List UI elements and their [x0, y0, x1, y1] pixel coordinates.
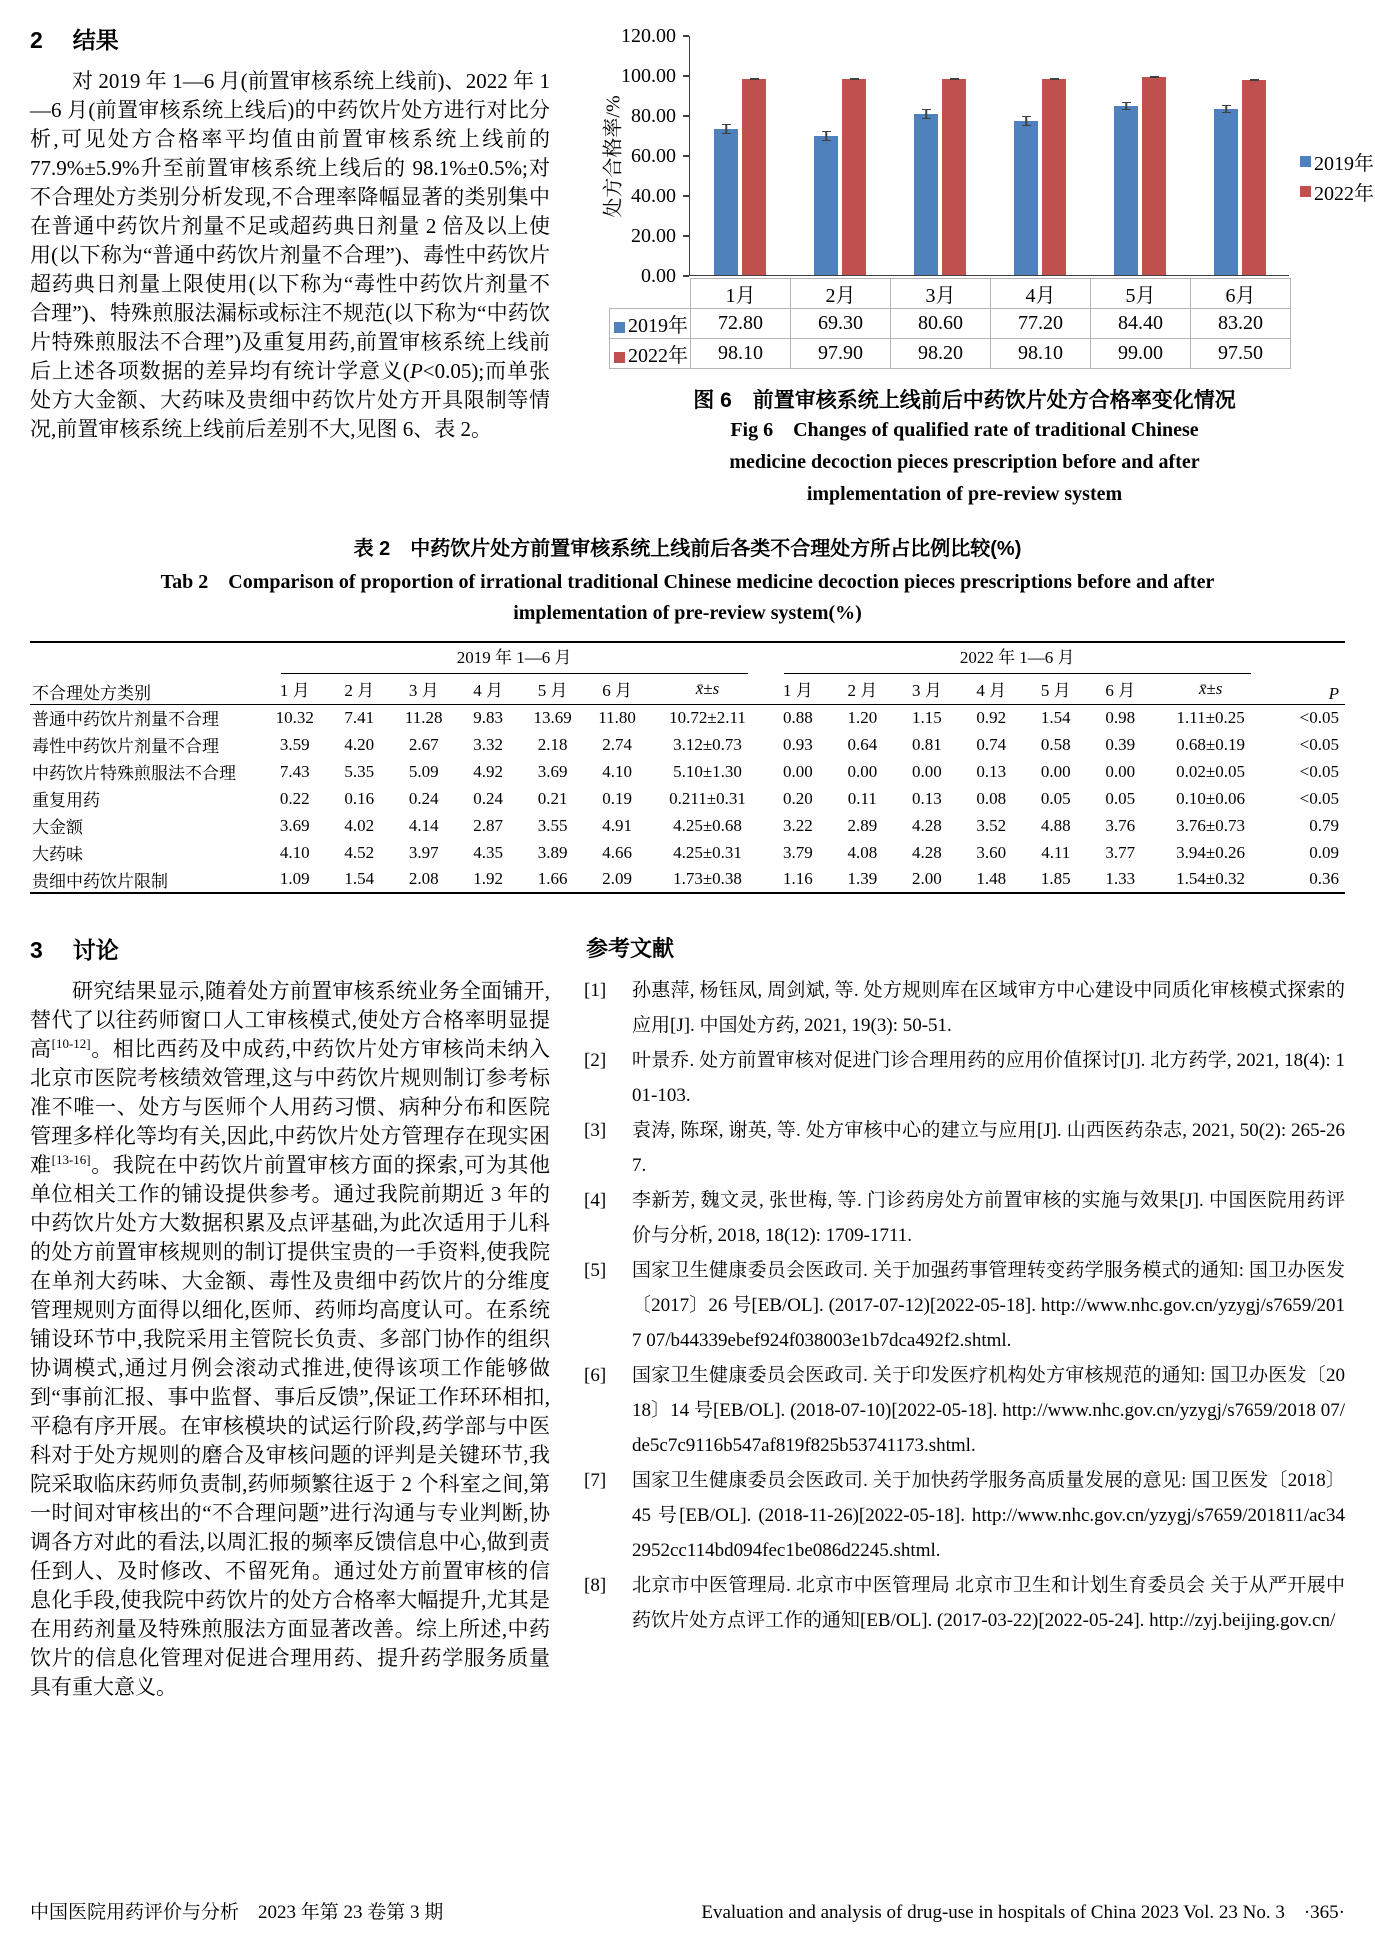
table2-row — [30, 866, 1345, 893]
figure6-month-header: 3月 — [891, 279, 991, 309]
table2-row — [30, 839, 1345, 866]
figure6-month-header: 6月 — [1191, 279, 1291, 309]
table2-month-header: 4 月 — [456, 674, 520, 704]
table2-value-cell: 13.69 — [533, 707, 572, 727]
legend-item — [1300, 176, 1374, 206]
reference-item — [584, 1358, 1345, 1463]
y-tick-label: 100.00 — [621, 65, 676, 87]
page-footer — [30, 1897, 1345, 1924]
table2-value-cell: 4.92 — [473, 761, 504, 781]
table2-group-header — [263, 642, 766, 674]
table2-p-cell: <0.05 — [1299, 734, 1339, 754]
legend-item — [1300, 146, 1374, 176]
figure-column — [584, 18, 1374, 510]
reference-item — [584, 1568, 1345, 1638]
table2-value-cell: 4.91 — [602, 815, 632, 835]
legend-label: 2019年 — [1314, 152, 1374, 175]
figure6-value-cell: 77.20 — [991, 309, 1091, 339]
table2-section — [30, 532, 1345, 894]
table2-value-cell: 0.05 — [1105, 788, 1136, 808]
legend-label: 2022年 — [1314, 182, 1374, 205]
legend-swatch-icon — [614, 322, 625, 333]
footer-journal-cn: 中国医院用药评价与分析 2023 年第 23 卷第 3 期 — [30, 1902, 444, 1923]
table2-value-cell: 0.13 — [976, 761, 1007, 781]
table2-value-cell: 0.24 — [473, 788, 504, 808]
references-heading: 参考文献 — [586, 936, 675, 961]
table2-p-cell: 0.79 — [1309, 815, 1339, 835]
error-bar — [850, 78, 859, 80]
table2-value-cell: 4.52 — [344, 842, 375, 862]
table2-value-cell: 0.58 — [1040, 734, 1071, 754]
table2-value-cell: 2.00 — [911, 869, 942, 888]
table2-mean-header: x̄±s — [1152, 674, 1268, 704]
table2-value-cell: 2.74 — [602, 734, 632, 754]
table2-value-cell: 3.97 — [408, 842, 439, 862]
table2-value-cell: 7.43 — [279, 761, 310, 781]
table2-value-cell: 4.10 — [602, 761, 632, 781]
table2-p-cell: 0.36 — [1309, 869, 1339, 888]
table2-row — [30, 731, 1345, 758]
table2-value-cell: 3.69 — [279, 815, 310, 835]
reference-item — [584, 1253, 1345, 1358]
references-column — [584, 928, 1345, 1702]
table2-value-cell: 0.20 — [783, 788, 813, 808]
error-bar — [722, 124, 731, 134]
bar-2019年-3月 — [914, 114, 938, 275]
table2-category-cell: 普通中药饮片剂量不合理 — [32, 710, 219, 730]
bottom-section — [30, 928, 1345, 1702]
table2-mean-cell: 0.02±0.05 — [1176, 761, 1246, 781]
error-bar — [750, 78, 759, 80]
figure6-series-label: 2019年 — [610, 309, 691, 339]
bar-2019年-6月 — [1214, 109, 1238, 275]
table2-category-cell: 大药味 — [32, 845, 83, 864]
discussion-column — [30, 928, 550, 1702]
table2-category-cell: 贵细中药饮片限制 — [32, 871, 168, 891]
figure6-plot — [689, 36, 1289, 276]
table2-p-cell: <0.05 — [1299, 788, 1339, 808]
table2-row — [30, 785, 1345, 812]
table2-mean-cell: 0.68±0.19 — [1176, 734, 1246, 754]
table2-value-cell: 4.02 — [344, 815, 375, 835]
table2-mean-cell: 1.11±0.25 — [1176, 707, 1245, 727]
results-heading-number: 2 — [30, 27, 43, 53]
table2-value-cell: 5.35 — [344, 761, 375, 781]
table2-value-cell: 3.60 — [976, 842, 1007, 862]
table2-title-en-line1: Tab 2 Comparison of proportion of irrational traditional Chinese medicine decoction pieces prescriptions before and after — [160, 571, 1215, 593]
figure6-series-label: 2022年 — [610, 339, 691, 369]
table2-month-header: 6 月 — [585, 674, 649, 704]
figure6-series-row — [610, 309, 1291, 339]
figure6-value-cell: 72.80 — [691, 309, 791, 339]
discussion-heading-title: 讨论 — [72, 937, 119, 963]
results-paragraph: 对 2019 年 1—6 月(前置审核系统上线前)、2022 年 1—6 月(前置审核系统上线后)的中药饮片处方进行对比分析,可见处方合格率平均值由前置审核系统上线前的 77.9%±5.9%升至前置审核系统上线后的 98.1%±0.5%;对不合理处方类别分析发现,不合理率降幅显著的类别集中在普通中药饮片剂量不足或超药典日剂量 2 倍及以上使用(以下称为“普通中药饮片剂量不合理”)、毒性中药饮片超药典日剂量上限使用(以下称为“毒性中药饮片剂量不合理”)、特殊煎服法漏标或标注不规范(以下称为“中药饮片特殊煎服法不合理”)及重复用药,前置审核系统上线前后上述各项数据的差异均有统计学意义(P<0.05);而单张处方大金额、大药味及贵细中药饮片处方开具限制等情况,前置审核系统上线前后差别不大,见图 6、表 2。 — [30, 69, 550, 441]
table2-title-cn: 表 2 中药饮片处方前置审核系统上线前后各类不合理处方所占比例比较(%) — [353, 538, 1022, 560]
figure6-value-cell: 98.10 — [991, 339, 1091, 369]
figure6-caption-en-line2: medicine decoction pieces prescription before and after — [729, 451, 1200, 473]
table2-category-cell: 毒性中药饮片剂量不合理 — [32, 737, 219, 756]
reference-number: [2] — [584, 1050, 607, 1071]
table2-mean-cell: 10.72±2.11 — [669, 707, 746, 727]
table2-value-cell: 3.32 — [473, 734, 504, 754]
table2-category-cell: 中药饮片特殊煎服法不合理 — [32, 764, 236, 783]
error-bar — [1050, 78, 1059, 80]
table2-title-en-line2: implementation of pre-review system(%) — [513, 602, 862, 624]
bar-2022年-2月 — [842, 79, 866, 275]
error-bar — [822, 131, 831, 141]
table2-month-header: 3 月 — [391, 674, 455, 704]
error-bar — [1222, 105, 1231, 113]
figure6-caption-en-line1: Fig 6 Changes of qualified rate of traditional Chinese — [730, 419, 1199, 441]
reference-text: 叶景乔. 处方前置审核对促进门诊合理用药的应用价值探讨[J]. 北方药学, 2021, 18(4): 101-103. — [632, 1050, 1345, 1106]
table2-mean-cell: 3.94±0.26 — [1176, 842, 1246, 862]
table2-month-header: 1 月 — [263, 674, 327, 704]
table2-value-cell: 2.87 — [473, 815, 504, 835]
table2-value-cell: 1.20 — [847, 707, 878, 727]
discussion-heading-number: 3 — [30, 937, 43, 963]
reference-text: 国家卫生健康委员会医政司. 关于加强药事管理转变药学服务模式的通知: 国卫办医发〔2017〕26 号[EB/OL]. (2017-07-12)[2022-05-18]. http://www.nhc.gov.cn/yzygj/s7659/2017 07/b44339ebef924f038003e1b7dca492f2.shtml. — [632, 1260, 1345, 1351]
table2-value-cell: 0.00 — [783, 761, 813, 781]
reference-number: [7] — [584, 1470, 607, 1491]
figure6-value-cell: 97.50 — [1191, 339, 1291, 369]
table2-body — [30, 704, 1345, 893]
bar-2022年-1月 — [742, 79, 766, 275]
table2-mean-cell: 0.211±0.31 — [669, 788, 746, 808]
figure6-caption-cn: 图 6 前置审核系统上线前后中药饮片处方合格率变化情况 — [693, 389, 1236, 412]
table2-value-cell: 2.08 — [408, 869, 439, 888]
table2-value-cell: 0.39 — [1105, 734, 1136, 754]
legend-swatch-icon — [1300, 156, 1311, 167]
reference-number: [3] — [584, 1120, 607, 1141]
table2-value-cell: 0.93 — [783, 734, 813, 754]
reference-text: 国家卫生健康委员会医政司. 关于加快药学服务高质量发展的意见: 国卫医发〔2018〕45 号[EB/OL]. (2018-11-26)[2022-05-18]. http://www.nhc.gov.cn/yzygj/s7659/201811/ac342952cc114bd094fec1be086d2245.shtml. — [632, 1470, 1345, 1561]
table2-value-cell: 1.16 — [783, 869, 813, 888]
reference-number: [6] — [584, 1365, 607, 1386]
reference-number: [4] — [584, 1190, 607, 1211]
table2-value-cell: 0.16 — [344, 788, 375, 808]
reference-item — [584, 1463, 1345, 1568]
figure6-value-cell: 98.20 — [891, 339, 991, 369]
table2-value-cell: 11.80 — [598, 707, 636, 727]
table2-mean-cell: 1.73±0.38 — [673, 869, 742, 888]
table2-value-cell: 4.20 — [344, 734, 375, 754]
table2-value-cell: 2.67 — [408, 734, 439, 754]
table2-value-cell: 0.81 — [911, 734, 942, 754]
bar-2019年-4月 — [1014, 121, 1038, 275]
table2-title-en — [30, 567, 1345, 629]
reference-number: [1] — [584, 980, 607, 1001]
figure6-value-cell: 98.10 — [691, 339, 791, 369]
figure6-caption-en-line3: implementation of pre-review system — [806, 483, 1123, 505]
table2-value-cell: 1.33 — [1105, 869, 1136, 888]
figure6-y-axis-label: 处方合格率/% — [602, 95, 625, 218]
table2-mean-cell: 0.10±0.06 — [1176, 788, 1246, 808]
table2-value-cell: 3.22 — [783, 815, 813, 835]
table2-value-cell: 1.54 — [344, 869, 375, 888]
table2-value-cell: 0.08 — [976, 788, 1007, 808]
table2-value-cell: 3.76 — [1105, 815, 1136, 835]
table2-month-header: 3 月 — [895, 674, 959, 704]
figure6-month-header: 1月 — [691, 279, 791, 309]
bar-2019年-5月 — [1114, 106, 1138, 275]
reference-text: 袁涛, 陈琛, 谢英, 等. 处方审核中心的建立与应用[J]. 山西医药杂志, 2021, 50(2): 265-267. — [632, 1120, 1345, 1176]
figure6-value-cell: 80.60 — [891, 309, 991, 339]
y-tick-label: 0.00 — [641, 265, 676, 287]
table2-value-cell: 10.32 — [275, 707, 314, 727]
reference-number: [8] — [584, 1575, 607, 1596]
table2-value-cell: 1.85 — [1040, 869, 1071, 888]
table2-value-cell: 0.05 — [1040, 788, 1071, 808]
table2-value-cell: 3.69 — [537, 761, 568, 781]
table2-category-cell: 大金额 — [32, 818, 83, 837]
legend-swatch-icon — [614, 352, 625, 363]
table2-value-cell: 0.11 — [847, 788, 877, 808]
error-bar — [1150, 76, 1159, 78]
table2-value-cell: 1.48 — [976, 869, 1007, 888]
table2-value-cell: 4.35 — [473, 842, 504, 862]
table2-value-cell: 1.66 — [537, 869, 568, 888]
table2-row — [30, 812, 1345, 839]
references-list — [584, 973, 1345, 1638]
reference-item — [584, 1113, 1345, 1183]
table2-value-cell: 3.52 — [976, 815, 1007, 835]
table2-value-cell: 3.55 — [537, 815, 568, 835]
figure6-value-cell: 83.20 — [1191, 309, 1291, 339]
table2-month-header: 4 月 — [959, 674, 1023, 704]
reference-text: 北京市中医管理局. 北京市中医管理局 北京市卫生和计划生育委员会 关于从严开展中药饮片处方点评工作的通知[EB/OL]. (2017-03-22)[2022-05-24]. http://zyj.beijing.gov.cn/ — [632, 1575, 1345, 1631]
table2-value-cell: 0.98 — [1105, 707, 1136, 727]
table2-value-cell: 0.00 — [1105, 761, 1136, 781]
table2-value-cell: 0.92 — [976, 707, 1007, 727]
table2-value-cell: 9.83 — [473, 707, 504, 727]
table2-value-cell: 11.28 — [404, 707, 443, 727]
y-tick-label: 20.00 — [631, 225, 676, 247]
table2-month-header: 5 月 — [1024, 674, 1088, 704]
bar-2019年-1月 — [714, 129, 738, 275]
table2-value-cell: 4.28 — [911, 815, 942, 835]
table2-month-header: 5 月 — [520, 674, 584, 704]
table2-value-cell: 0.21 — [537, 788, 568, 808]
table2-month-header: 2 月 — [327, 674, 391, 704]
table2-value-cell: 0.19 — [602, 788, 632, 808]
table2-value-cell: 4.10 — [279, 842, 310, 862]
table2-mean-cell: 4.25±0.68 — [673, 815, 742, 835]
table2-value-cell: 3.77 — [1105, 842, 1136, 862]
discussion-paragraph: 研究结果显示,随着处方前置审核系统业务全面铺开,替代了以往药师窗口人工审核模式,使处方合格率明显提高[10-12]。相比西药及中成药,中药饮片处方审核尚未纳入北京市医院考核绩效管理,这与中药饮片规则制订参考标准不唯一、处方与医师个人用药习惯、病种分布和医院管理多样化等均有关,因此,中药饮片处方管理存在现实困难[13-16]。我院在中药饮片前置审核方面的探索,可为其他单位相关工作的铺设提供参考。通过我院前期近 3 年的中药饮片处方大数据积累及点评基础,为此次适用于儿科的处方前置审核规则的制订提供宝贵的一手资料,使我院在单剂大药味、大金额、毒性及贵细中药饮片的分维度管理规则方面得以细化,医师、药师均高度认可。在系统铺设环节中,我院采用主管院长负责、多部门协作的组织协调模式,通过月例会滚动式推进,使得该项工作能够做到“事前汇报、事中监督、事后反馈”,保证工作环环相扣,平稳有序开展。在审核模块的试运行阶段,药学部与中医科对于处方规则的磨合及审核问题的评判是关键环节,我院采取临床药师负责制,药师频繁往返于 2 个科室之间,第一时间对审核出的“不合理问题”进行沟通与专业判断,协调各方对此的看法,以周汇报的频率反馈信息中心,做到责任到人、及时修改、不留死角。通过处方前置审核的信息化手段,使我院中药饮片的处方合格率大幅提升,尤其是在用药剂量及特殊煎服法方面显著改善。综上所述,中药饮片的信息化管理对促进合理用药、提升药学服务质量具有重大意义。 — [30, 979, 551, 1699]
error-bar — [1122, 102, 1131, 110]
error-bar — [1022, 116, 1031, 126]
figure6-value-cell: 97.90 — [791, 339, 891, 369]
table2-value-cell: 3.89 — [537, 842, 568, 862]
table2-category-cell: 重复用药 — [32, 791, 100, 810]
table2-value-cell: 1.09 — [279, 869, 310, 888]
results-heading — [30, 22, 550, 55]
table2-value-cell: 2.09 — [602, 869, 632, 888]
table2-value-cell: 4.66 — [602, 842, 632, 862]
table2-value-cell: 1.92 — [473, 869, 504, 888]
bar-2022年-3月 — [942, 79, 966, 275]
reference-item — [584, 1183, 1345, 1253]
figure6-chart — [584, 24, 1374, 370]
table2-category-header: 不合理处方类别 — [30, 642, 263, 704]
irrational-prescription-table — [30, 641, 1345, 894]
table2-p-header: P — [1269, 642, 1345, 704]
error-bar — [950, 78, 959, 80]
table2-mean-cell: 4.25±0.31 — [673, 842, 742, 862]
table2-p-cell: <0.05 — [1299, 761, 1339, 781]
table2-value-cell: 2.18 — [537, 734, 568, 754]
table2-value-cell: 5.09 — [408, 761, 439, 781]
error-bar — [1250, 79, 1259, 81]
table2-value-cell: 1.15 — [911, 707, 942, 727]
table2-group-label: 2019 年 1—6 月 — [281, 643, 748, 674]
bar-2022年-6月 — [1242, 80, 1266, 275]
table2-mean-cell: 1.54±0.32 — [1176, 869, 1246, 888]
legend-swatch-icon — [1300, 186, 1311, 197]
table2-row — [30, 704, 1345, 731]
figure6-series-row — [610, 339, 1291, 369]
footer-journal-en: Evaluation and analysis of drug-use in hospitals of China 2023 Vol. 23 No. 3 ·365· — [701, 1902, 1345, 1923]
reference-text: 李新芳, 魏文灵, 张世梅, 等. 门诊药房处方前置审核的实施与效果[J]. 中国医院用药评价与分析, 2018, 18(12): 1709-1711. — [632, 1190, 1345, 1246]
bar-2019年-2月 — [814, 136, 838, 275]
bar-2022年-5月 — [1142, 77, 1166, 275]
y-tick-label: 120.00 — [621, 25, 676, 47]
figure6-caption-en — [584, 414, 1345, 510]
reference-item — [584, 1043, 1345, 1113]
table2-value-cell: 1.54 — [1040, 707, 1071, 727]
reference-number: [5] — [584, 1260, 607, 1281]
figure6-value-cell: 69.30 — [791, 309, 891, 339]
figure6-value-cell: 84.40 — [1091, 309, 1191, 339]
table2-month-header: 1 月 — [766, 674, 830, 704]
table2-value-cell: 3.59 — [279, 734, 310, 754]
figure6-month-header: 5月 — [1091, 279, 1191, 309]
reference-text: 国家卫生健康委员会医政司. 关于印发医疗机构处方审核规范的通知: 国卫办医发〔2018〕14 号[EB/OL]. (2018-07-10)[2022-05-18]. http://www.nhc.gov.cn/yzygj/s7659/2018 07/de5c7c9116b547af819f825b53741173.shtml. — [632, 1365, 1345, 1456]
figure6-table-corner — [610, 279, 691, 309]
y-tick-label: 80.00 — [631, 105, 676, 127]
results-heading-title: 结果 — [72, 27, 119, 53]
table2-p-cell: 0.09 — [1309, 842, 1339, 862]
table2-value-cell: 4.11 — [1041, 842, 1071, 862]
figure6-month-header: 4月 — [991, 279, 1091, 309]
table2-month-header: 2 月 — [830, 674, 894, 704]
results-column — [30, 18, 550, 510]
table2-mean-cell: 5.10±1.30 — [673, 761, 742, 781]
table2-value-cell: 4.88 — [1040, 815, 1071, 835]
figure6-data-table — [609, 278, 1291, 369]
figure6-legend — [1300, 146, 1374, 206]
table2-value-cell: 0.74 — [976, 734, 1007, 754]
table2-value-cell: 0.13 — [911, 788, 942, 808]
y-tick-label: 40.00 — [631, 185, 676, 207]
table2-group-label: 2022 年 1—6 月 — [784, 643, 1251, 674]
table2-mean-cell: 3.76±0.73 — [1176, 815, 1246, 835]
discussion-heading — [30, 932, 550, 965]
y-tick-label: 60.00 — [631, 145, 676, 167]
table2-month-header: 6 月 — [1088, 674, 1152, 704]
figure6-month-header: 2月 — [791, 279, 891, 309]
table2-value-cell: 4.14 — [408, 815, 439, 835]
table2-value-cell: 1.39 — [847, 869, 878, 888]
table2-value-cell: 0.88 — [783, 707, 813, 727]
table2-value-cell: 0.64 — [847, 734, 878, 754]
table2-value-cell: 2.89 — [847, 815, 878, 835]
top-section — [30, 18, 1374, 510]
table2-row — [30, 758, 1345, 785]
table2-value-cell: 3.79 — [783, 842, 813, 862]
bar-2022年-4月 — [1042, 79, 1066, 275]
table2-value-cell: 0.00 — [911, 761, 942, 781]
table2-p-cell: <0.05 — [1299, 707, 1339, 727]
table2-head — [30, 642, 1345, 704]
table2-value-cell: 0.00 — [847, 761, 878, 781]
table2-mean-cell: 3.12±0.73 — [673, 734, 742, 754]
table2-value-cell: 0.00 — [1040, 761, 1071, 781]
figure6-value-cell: 99.00 — [1091, 339, 1191, 369]
reference-item — [584, 973, 1345, 1043]
table2-value-cell: 0.24 — [408, 788, 439, 808]
table2-value-cell: 4.08 — [847, 842, 878, 862]
table2-group-header — [766, 642, 1269, 674]
reference-text: 孙惠萍, 杨钰凤, 周剑斌, 等. 处方规则库在区域审方中心建设中同质化审核模式探索的应用[J]. 中国处方药, 2021, 19(3): 50-51. — [632, 980, 1345, 1036]
table2-value-cell: 4.28 — [911, 842, 942, 862]
table2-value-cell: 0.22 — [279, 788, 310, 808]
error-bar — [922, 109, 931, 119]
table2-value-cell: 7.41 — [344, 707, 375, 727]
table2-mean-header: x̄±s — [649, 674, 765, 704]
